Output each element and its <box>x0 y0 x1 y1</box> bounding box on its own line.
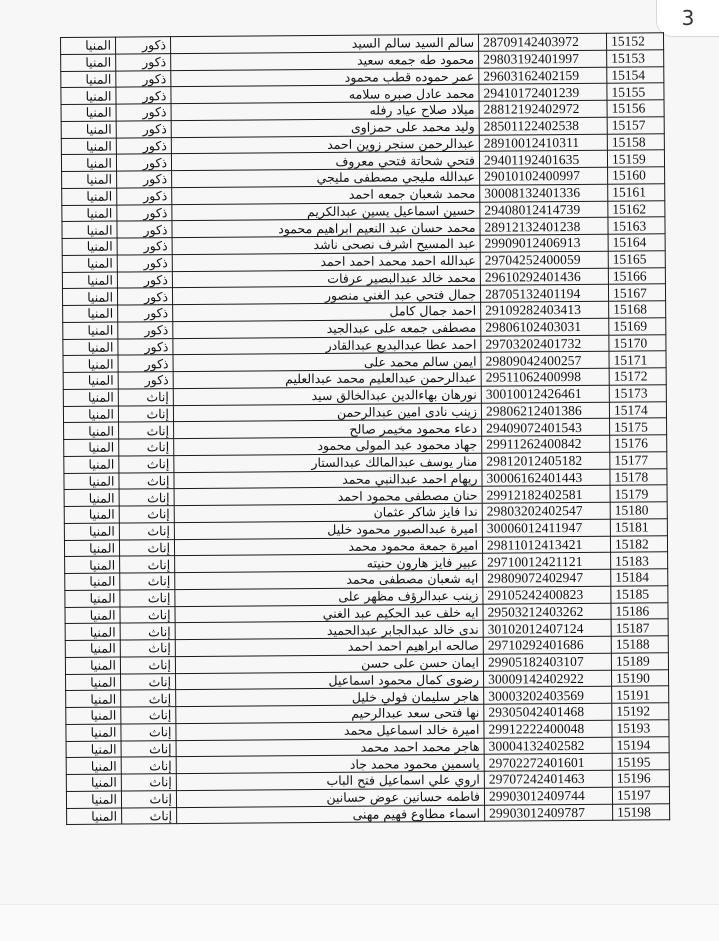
gender-cell: ذكور <box>117 288 172 305</box>
name-cell: منار يوسف عبدالمالك عبدالستار <box>174 453 482 472</box>
governorate-cell: المنيا <box>66 774 121 791</box>
name-cell: وليد محمد على حمزاوى <box>171 118 479 137</box>
national-id-cell: 28812192402972 <box>479 100 607 118</box>
seq-cell: 15171 <box>609 351 666 368</box>
gender-cell: إناث <box>120 573 175 590</box>
seq-cell: 15180 <box>610 502 667 519</box>
name-cell: ندى خالد عبدالجابر عبدالحميد <box>175 620 483 639</box>
national-id-cell: 30003202403569 <box>484 686 612 704</box>
gender-cell: إناث <box>118 405 173 422</box>
gender-cell: ذكور <box>117 254 172 271</box>
national-id-cell: 29806212401386 <box>481 402 609 420</box>
seq-cell: 15154 <box>607 66 664 83</box>
seq-cell: 15153 <box>607 50 664 67</box>
name-cell: ميلاد صلاح عياد رفله <box>171 101 479 120</box>
national-id-cell: 29809072402947 <box>483 569 611 587</box>
governorate-cell: المنيا <box>63 406 118 423</box>
seq-cell: 15159 <box>607 150 664 167</box>
governorate-cell: المنيا <box>63 305 118 322</box>
national-id-cell: 30010012426461 <box>481 385 609 403</box>
gender-cell: ذكور <box>118 305 173 322</box>
governorate-cell: المنيا <box>66 757 121 774</box>
governorate-cell: المنيا <box>64 456 119 473</box>
governorate-cell: المنيا <box>64 439 119 456</box>
name-cell: اروي علي اسماعيل فتح الباب <box>176 771 484 790</box>
gender-cell: إناث <box>121 740 176 757</box>
gender-cell: ذكور <box>117 221 172 238</box>
national-id-cell: 29909012406913 <box>480 234 608 252</box>
name-cell: نورهان بهاءالدين عبدالخالق سيد <box>173 386 481 405</box>
name-cell: حسين اسماعيل يسين عبدالكريم <box>172 202 480 221</box>
gender-cell: ذكور <box>118 355 173 372</box>
seq-cell: 15170 <box>609 334 666 351</box>
name-cell: اميرة خالد اسماعيل محمد <box>176 721 484 740</box>
gender-cell: إناث <box>119 522 174 539</box>
national-id-cell: 29703202401732 <box>481 335 609 353</box>
seq-cell: 15197 <box>612 786 669 803</box>
seq-cell: 15175 <box>610 418 667 435</box>
seq-cell: 15155 <box>607 83 664 100</box>
gender-cell: إناث <box>121 774 176 791</box>
name-cell: جهاد محمود عبد المولى محمود <box>174 436 482 455</box>
name-cell: عبدالرحمن عبدالعليم محمد عبدالعليم <box>173 369 481 388</box>
gender-cell: ذكور <box>116 37 171 54</box>
seq-cell: 15181 <box>610 518 667 535</box>
gender-cell: إناث <box>121 673 176 690</box>
national-id-cell: 29305042401468 <box>484 703 612 721</box>
seq-cell: 15163 <box>608 217 665 234</box>
gender-cell: ذكور <box>116 87 171 104</box>
governorate-cell: المنيا <box>65 590 120 607</box>
governorate-cell: المنيا <box>67 808 122 825</box>
gender-cell: ذكور <box>118 372 173 389</box>
name-cell: زينب نادى امين عبدالرحمن <box>173 403 481 422</box>
gender-cell: إناث <box>120 656 175 673</box>
gender-cell: إناث <box>119 439 174 456</box>
name-cell: ياسمين محمود محمد جاد <box>176 754 484 773</box>
governorate-cell: المنيا <box>62 255 117 272</box>
governorate-cell: المنيا <box>66 741 121 758</box>
gender-cell: ذكور <box>117 238 172 255</box>
national-id-cell: 30102012407124 <box>483 619 611 637</box>
governorate-cell: المنيا <box>64 422 119 439</box>
governorate-cell: المنيا <box>64 489 119 506</box>
name-cell: محمد شعبان جمعه احمد <box>172 185 480 204</box>
name-cell: عبدالرحمن سنجر زوين احمد <box>171 135 479 154</box>
national-id-cell: 29809042400257 <box>481 351 609 369</box>
gender-cell: إناث <box>119 489 174 506</box>
national-id-cell: 29409072401543 <box>482 418 610 436</box>
gender-cell: إناث <box>120 640 175 657</box>
governorate-cell: المنيا <box>63 372 118 389</box>
seq-cell: 15174 <box>609 401 666 418</box>
governorate-cell: المنيا <box>63 355 118 372</box>
name-cell: احمد عطا عبدالبديع عبدالقادر <box>173 336 481 355</box>
roster-table-wrapper <box>60 32 670 825</box>
seq-cell: 15169 <box>609 318 666 335</box>
gender-cell: إناث <box>119 422 174 439</box>
name-cell: هاجر سليمان فولي خليل <box>176 687 484 706</box>
seq-cell: 15186 <box>611 602 668 619</box>
name-cell: اميرة عبدالصبور محمود خليل <box>174 520 482 539</box>
national-id-cell: 29610292401436 <box>480 268 608 286</box>
seq-cell: 15183 <box>611 552 668 569</box>
name-cell: ايه خلف عبد الحكيم عبد الغني <box>175 604 483 623</box>
seq-cell: 15158 <box>607 133 664 150</box>
name-cell: ايمن سالم محمد على <box>173 352 481 371</box>
national-id-cell: 29903012409787 <box>485 804 613 822</box>
national-id-cell: 30008132401336 <box>480 184 608 202</box>
governorate-cell: المنيا <box>64 540 119 557</box>
national-id-cell: 29603162402159 <box>479 67 607 85</box>
seq-cell: 15160 <box>608 167 665 184</box>
name-cell: مصطفى جمعه على عبدالجيد <box>173 319 481 338</box>
name-cell: ايه شعبان مصطفى محمد <box>175 570 483 589</box>
name-cell: فاطمه حسانين عوض حسانين <box>176 788 484 807</box>
gender-cell: ذكور <box>116 53 171 70</box>
gender-cell: إناث <box>121 790 176 807</box>
national-id-cell: 29905182403107 <box>483 653 611 671</box>
governorate-cell: المنيا <box>66 724 121 741</box>
seq-cell: 15179 <box>610 485 667 502</box>
seq-cell: 15196 <box>612 770 669 787</box>
name-cell: محمود طه جمعه سعيد <box>171 51 479 70</box>
roster-table <box>60 32 670 825</box>
seq-cell: 15187 <box>611 619 668 636</box>
gender-cell: إناث <box>118 388 173 405</box>
seq-cell: 15194 <box>612 736 669 753</box>
name-cell: ايمان حسن على حسن <box>175 654 483 673</box>
national-id-cell: 29710012421121 <box>483 552 611 570</box>
gender-cell: ذكور <box>116 137 171 154</box>
governorate-cell: المنيا <box>62 288 117 305</box>
governorate-cell: المنيا <box>62 188 117 205</box>
seq-cell: 15191 <box>612 686 669 703</box>
national-id-cell: 29401192401635 <box>479 150 607 168</box>
gender-cell: ذكور <box>116 154 171 171</box>
seq-cell: 15167 <box>608 284 665 301</box>
gender-cell: إناث <box>120 623 175 640</box>
national-id-cell: 28705132401194 <box>480 284 608 302</box>
seq-cell: 15193 <box>612 719 669 736</box>
national-id-cell: 28501122402538 <box>479 117 607 135</box>
seq-cell: 15176 <box>610 435 667 452</box>
name-cell: محمد حسان عبد النعيم ابراهيم محمود <box>172 218 480 237</box>
national-id-cell: 29911262400842 <box>482 435 610 453</box>
seq-cell: 15185 <box>611 585 668 602</box>
national-id-cell: 30006162401443 <box>482 469 610 487</box>
gender-cell: إناث <box>119 472 174 489</box>
name-cell: محمد عادل صبره سلامه <box>171 84 479 103</box>
governorate-cell: المنيا <box>64 523 119 540</box>
gender-cell: ذكور <box>117 187 172 204</box>
gender-cell: إناث <box>119 455 174 472</box>
national-id-cell: 29812012405182 <box>482 452 610 470</box>
seq-cell: 15192 <box>612 703 669 720</box>
table-row <box>67 803 670 824</box>
gender-cell: إناث <box>121 690 176 707</box>
national-id-cell: 29702272401601 <box>484 753 612 771</box>
gender-cell: ذكور <box>116 120 171 137</box>
governorate-cell: المنيا <box>61 104 116 121</box>
seq-cell: 15195 <box>612 753 669 770</box>
national-id-cell: 29503212403262 <box>483 603 611 621</box>
governorate-cell: المنيا <box>62 272 117 289</box>
national-id-cell: 29704252400059 <box>480 251 608 269</box>
name-cell: صالحه ابراهيم احمد احمد <box>175 637 483 656</box>
name-cell: فتحي شحاتة فتحي معروف <box>171 151 479 170</box>
governorate-cell: المنيا <box>63 322 118 339</box>
name-cell: عبد المسيح اشرف نصحى ناشد <box>172 235 480 254</box>
name-cell: احمد جمال كامل <box>173 302 481 321</box>
gender-cell: إناث <box>119 506 174 523</box>
seq-cell: 15184 <box>611 569 668 586</box>
seq-cell: 15161 <box>608 184 665 201</box>
seq-cell: 15188 <box>611 636 668 653</box>
national-id-cell: 28912132401238 <box>480 217 608 235</box>
seq-cell: 15164 <box>608 234 665 251</box>
name-cell: زينب عبدالرؤف مظهر على <box>175 587 483 606</box>
national-id-cell: 29408012414739 <box>480 201 608 219</box>
governorate-cell: المنيا <box>62 221 117 238</box>
page-number-badge: 3 <box>656 0 719 37</box>
governorate-cell: المنيا <box>61 138 116 155</box>
national-id-cell: 29511062400998 <box>481 368 609 386</box>
seq-cell: 15162 <box>608 200 665 217</box>
name-cell: عبدالله مليجي مصطفى مليجي <box>172 168 480 187</box>
governorate-cell: المنيا <box>65 556 120 573</box>
gender-cell: إناث <box>120 606 175 623</box>
governorate-cell: المنيا <box>61 154 116 171</box>
name-cell: رضوى كمال محمود اسماعيل <box>175 671 483 690</box>
seq-cell: 15178 <box>610 468 667 485</box>
seq-cell: 15198 <box>613 803 670 820</box>
national-id-cell: 29912222400048 <box>484 720 612 738</box>
national-id-cell: 29903012409744 <box>484 787 612 805</box>
name-cell: حنان مصطفى محمود احمد <box>174 486 482 505</box>
seq-cell: 15172 <box>609 368 666 385</box>
governorate-cell: المنيا <box>64 473 119 490</box>
gender-cell: ذكور <box>116 70 171 87</box>
national-id-cell: 29109282403413 <box>481 301 609 319</box>
governorate-cell: المنيا <box>65 657 120 674</box>
governorate-cell: المنيا <box>65 573 120 590</box>
gender-cell: إناث <box>122 807 177 824</box>
gender-cell: ذكور <box>117 271 172 288</box>
governorate-cell: المنيا <box>65 640 120 657</box>
national-id-cell: 28709142403972 <box>478 33 606 51</box>
national-id-cell: 29806102403031 <box>481 318 609 336</box>
national-id-cell: 29410172401239 <box>479 83 607 101</box>
gender-cell: ذكور <box>118 321 173 338</box>
name-cell: نها فتحى سعد عبدالرحيم <box>176 704 484 723</box>
governorate-cell: المنيا <box>62 238 117 255</box>
name-cell: عمر حموده قطب محمود <box>171 68 479 87</box>
governorate-cell: المنيا <box>62 171 117 188</box>
national-id-cell: 29811012413421 <box>482 536 610 554</box>
national-id-cell: 30006012411947 <box>482 519 610 537</box>
name-cell: هاجر محمد احمد محمد <box>176 738 484 757</box>
seq-cell: 15190 <box>611 669 668 686</box>
name-cell: عبير فايز هارون حنيته <box>175 553 483 572</box>
gender-cell: إناث <box>121 707 176 724</box>
name-cell: محمد خالد عبدالبصير عرفات <box>172 269 480 288</box>
seq-cell: 15152 <box>606 33 663 50</box>
name-cell: اسماء مطاوع فهيم مهنى <box>177 805 485 824</box>
governorate-cell: المنيا <box>63 339 118 356</box>
governorate-cell: المنيا <box>61 37 116 54</box>
gender-cell: ذكور <box>117 171 172 188</box>
gender-cell: ذكور <box>116 104 171 121</box>
gender-cell: ذكور <box>117 204 172 221</box>
governorate-cell: المنيا <box>63 389 118 406</box>
national-id-cell: 29105242400823 <box>483 586 611 604</box>
seq-cell: 15173 <box>609 384 666 401</box>
national-id-cell: 29912182402581 <box>482 485 610 503</box>
name-cell: اميرة جمعة محمود محمد <box>174 537 482 556</box>
governorate-cell: المنيا <box>64 506 119 523</box>
name-cell: جمال فتحي عبد الغني منصور <box>172 285 480 304</box>
footer-strip <box>0 904 719 941</box>
governorate-cell: المنيا <box>65 623 120 640</box>
gender-cell: إناث <box>121 723 176 740</box>
seq-cell: 15156 <box>607 100 664 117</box>
seq-cell: 15157 <box>607 117 664 134</box>
governorate-cell: المنيا <box>66 690 121 707</box>
governorate-cell: المنيا <box>61 87 116 104</box>
seq-cell: 15189 <box>611 652 668 669</box>
governorate-cell: المنيا <box>66 674 121 691</box>
governorate-cell: المنيا <box>61 121 116 138</box>
gender-cell: إناث <box>121 757 176 774</box>
national-id-cell: 30009142402922 <box>483 670 611 688</box>
national-id-cell: 29010102400997 <box>480 167 608 185</box>
seq-cell: 15165 <box>608 251 665 268</box>
national-id-cell: 29707242401463 <box>484 770 612 788</box>
roster-table-body <box>61 33 670 825</box>
gender-cell: إناث <box>120 556 175 573</box>
national-id-cell: 30004132402582 <box>484 737 612 755</box>
governorate-cell: المنيا <box>61 54 116 71</box>
gender-cell: إناث <box>120 589 175 606</box>
seq-cell: 15168 <box>609 301 666 318</box>
governorate-cell: المنيا <box>61 71 116 88</box>
name-cell: عبدالله احمد محمد احمد احمد <box>172 252 480 271</box>
national-id-cell: 29710292401686 <box>483 636 611 654</box>
governorate-cell: المنيا <box>66 707 121 724</box>
national-id-cell: 28910012410311 <box>479 134 607 152</box>
seq-cell: 15166 <box>608 267 665 284</box>
gender-cell: ذكور <box>118 338 173 355</box>
name-cell: ندا فايز شاكر عثمان <box>174 503 482 522</box>
governorate-cell: المنيا <box>62 205 117 222</box>
name-cell: دعاء محمود مخيمر صالح <box>174 419 482 438</box>
name-cell: سالم السيد سالم السيد <box>171 34 479 53</box>
seq-cell: 15177 <box>610 451 667 468</box>
gender-cell: إناث <box>119 539 174 556</box>
governorate-cell: المنيا <box>65 607 120 624</box>
governorate-cell: المنيا <box>66 791 121 808</box>
seq-cell: 15182 <box>610 535 667 552</box>
national-id-cell: 29803192401997 <box>479 50 607 68</box>
name-cell: ريهام احمد عبدالنبي محمد <box>174 470 482 489</box>
national-id-cell: 29803202402547 <box>482 502 610 520</box>
